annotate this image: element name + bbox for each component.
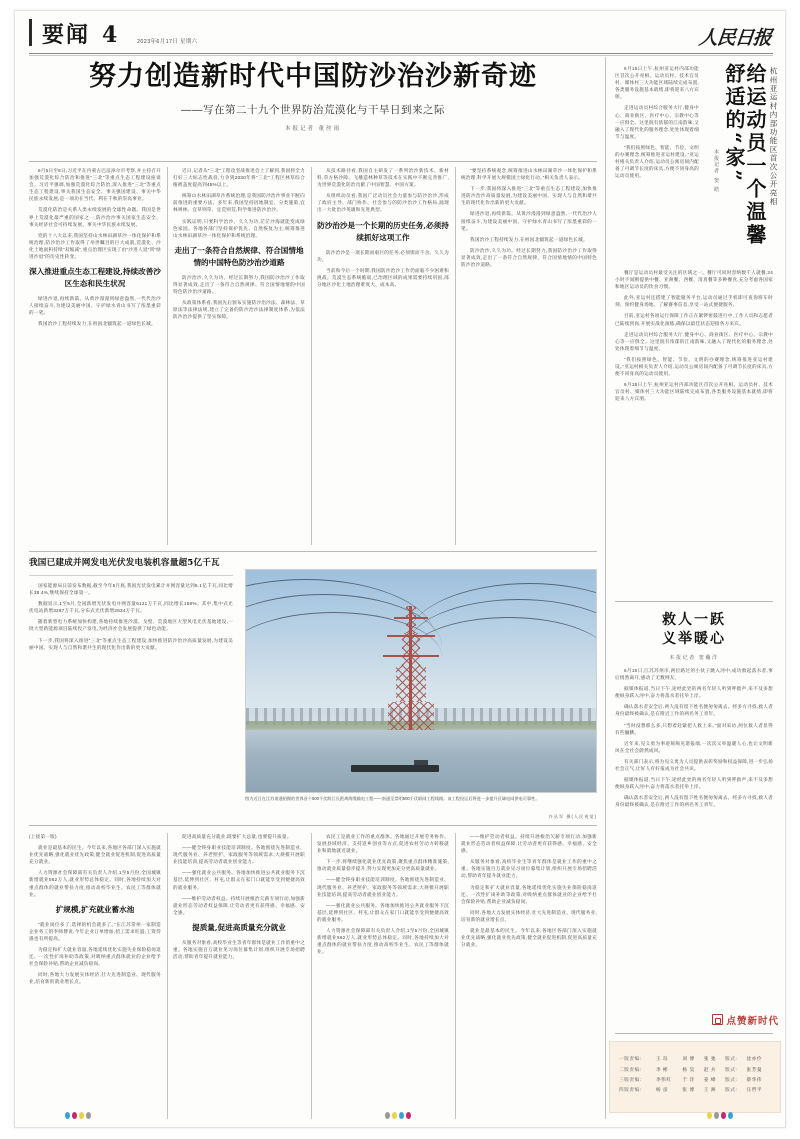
paragraph: 有关部门表示,将为见义勇为人员提供表彰奖励和权益保障,进一步弘扬社会正气,让好人有好报成为社会共识。 <box>615 758 773 772</box>
column-divider <box>455 167 456 545</box>
newspaper-sheet <box>14 10 786 1128</box>
right-top-headline-block <box>713 63 779 263</box>
credit-name: 李 彬 <box>655 1066 669 1072</box>
masthead <box>15 11 786 55</box>
tower-crossarm <box>387 635 435 637</box>
registration-marks-left <box>65 1112 91 1119</box>
reg-dot-yellow <box>392 1112 397 1119</box>
paper-logo: 人民日报 <box>697 27 772 49</box>
reg-dot-gray <box>714 1112 719 1119</box>
paragraph: 走进运动员村综合服务大厅,健身中心、商业街区、医疗中心、宗教中心等一应俱全。这里既有浓郁的江南韵味,又融入了现代化的服务理念,处处体现着细节与温度。 <box>615 331 773 351</box>
reg-dot-gray <box>86 1112 91 1119</box>
reg-dot-magenta <box>72 1112 77 1119</box>
right-story-divider <box>615 601 773 602</box>
paragraph: 目前,亚运村各项运行保障工作正在紧锣密鼓进行中,工作人员和志愿者已陆续到岗,开展实战化演练,确保以最佳状态迎接各方来宾。 <box>615 313 773 326</box>
paragraph: 防沙治沙,久久为功。经过长期努力,我国防沙治沙工作取得显著成效,走出了一条符合自然规律、符合国情地情的中国特色防沙治沙道路。 <box>461 247 597 268</box>
credit-name: 蔡华伟 <box>746 1076 763 1082</box>
paragraph: 我国治沙工程持续发力,在祖国北疆筑起一道绿色长城。 <box>470 236 588 242</box>
table-row <box>618 1085 772 1095</box>
paragraph: 当前和今后一个时期,我国防沙治沙工作仍面临不少困难和挑战。荒漠生态系统脆弱,已治理区域的成果需要持续巩固,部分地区沙化土地治理难度大、成本高。 <box>317 267 449 287</box>
paragraph: 从服务对象看,高校毕业生等青年群体是就业工作的重中之重。各地实施百万就业见习岗位募集计划,组织开展专场招聘活动,帮助青年提升就业能力。 <box>461 859 597 879</box>
paragraph: 走进运动员村综合服务大厅,健身中心、商业街区、医疗中心、宗教中心等一应俱全。这里既有浓郁的江南韵味,又融入了现代化的服务理念,处处体现着细节与温度。 <box>615 105 699 139</box>
paragraph: 餐厅是运动员村最受关注的区域之一。餐厅可同时容纳数千人就餐,24小时不间断提供中餐、亚洲餐、西餐、清真餐等多种餐食,充分考虑各国家和地区运动员的饮食习惯。 <box>615 270 773 290</box>
lead-column-2 <box>173 167 305 324</box>
paragraph: ——维护劳动者权益。持续开展根治欠薪专项行动,加强新就业形态劳动者权益保障,让劳动者更有获得感、幸福感、安全感。 <box>173 895 305 915</box>
paragraph: “就业岗位多了,选择的机会就多了。”在江苏常州一家制造企业务工的李师傅说,今年企业订单增加,招工需求旺盛,工资待遇也有所提高。 <box>29 921 161 941</box>
photo-story-headline: 我国已建成并网发电光伏发电装机容量超5亿千瓦 <box>29 558 220 568</box>
reg-dot-yellow <box>79 1112 84 1119</box>
right-bottom-headline-line1: 救人一跃 <box>662 612 726 628</box>
credit-name: 赵 兵 <box>703 1066 717 1072</box>
reg-dot-magenta <box>406 1112 411 1119</box>
bottom-subheading-1: 扩规模,扩充就业蓄水池 <box>55 904 135 914</box>
lead-subheading-1: 深入推进重点生态工程建设,持续改善沙区生态和民生状况 <box>29 267 161 289</box>
right-top-column-1 <box>615 65 699 183</box>
reg-dot-magenta <box>721 1112 726 1119</box>
reg-dot-cyan <box>399 1112 404 1119</box>
credit-role: 一版责编: <box>619 1056 642 1062</box>
credit-role: 二版责编: <box>619 1066 642 1072</box>
credits-table <box>618 1054 772 1096</box>
right-bottom-story <box>615 611 773 813</box>
registration-marks-right <box>707 1112 733 1119</box>
lead-column-1 <box>29 167 161 332</box>
table-row <box>618 1075 772 1085</box>
paragraph: “我们按照绿色、智能、节俭、文明的办赛理念,统筹推进亚运村建设。”亚运村相关负责人介绍,运动员公寓房间内配备了可调节长度的床具,方便不同身高的运动员使用。 <box>615 144 699 179</box>
credit-name: 沈亦伶 <box>746 1056 763 1062</box>
right-top-shoulder: 杭州亚运村内部功能区首次公开亮相 <box>769 67 778 207</box>
tower-lattice-top <box>406 606 416 633</box>
credits-box <box>609 1041 781 1113</box>
credit-name: 张芳曼 <box>746 1066 763 1072</box>
paragraph: “要坚持系统观念,统筹推进山水林田湖草沙一体化保护和系统治理,科学开展大规模国土绿化行动。”相关负责人表示。 <box>461 168 597 181</box>
paragraph: 人力资源社会保障部有关负责人介绍,1至5月份,全国城镇新增就业562万人,就业形势总体稳定。同时,各地持续加大对重点群体的就业帮扶力度,推动高校毕业生、农民工等群体就业。 <box>317 928 449 955</box>
credit-name: 王 珏 <box>655 1056 669 1062</box>
paragraph: 实践证明,只要科学治沙、久久为功,茫茫沙海就能变成绿色家园。各地各部门坚持保护优先、自然恢复为主,统筹推进山水林田湖草沙一体化保护和系统治理。 <box>173 218 305 238</box>
right-top-byline: 本报记者 窦 皓 <box>713 149 719 193</box>
reg-dot-cyan <box>728 1112 733 1119</box>
paragraph: 下一步,我国将深入推进“三北”等重点生态工程建设,加快推进防沙治沙高质量发展,为建设美丽中国、实现人与自然和谐共生的现代化作出新的更大贡献。 <box>29 637 233 650</box>
lead-story-header <box>29 61 597 132</box>
tower-lattice-base <box>388 702 434 729</box>
masthead-divider <box>29 53 773 54</box>
bottom-subheading-2: 提质量,促进高质量充分就业 <box>192 922 286 932</box>
paragraph: 数据显示,1至5月,全国新增光伏发电并网容量6121万千瓦,同比增长158%。其中,集中式光伏电站新增3287万千瓦,分布式光伏新增2834万千瓦。 <box>29 601 233 614</box>
lead-byline: 本报记者 董丝雨 <box>284 126 342 133</box>
tower-lattice-mid <box>402 633 420 665</box>
paragraph: 此外,亚运村还搭建了智能服务平台,运动员通过手机即可查询班车时刻、预约健身场地、了解赛事信息,享受一站式便捷服务。 <box>615 295 773 308</box>
photo-credit: 许丛军 摄(人民视觉) <box>548 814 597 819</box>
paragraph: ——健全终身职业技能培训制度。各地围绕先进制造业、现代服务业、养老照护、家政服务等领域需求,大规模开展职业技能培训,提高劳动者就业创业能力。 <box>317 877 449 897</box>
paragraph: 为稳定和扩大就业容量,各地延续优化实施失业保险稳岗返还、一次性扩岗补助等政策,对吸纳重点群体就业的企业给予社会保险补贴,帮助企业减负稳岗。 <box>461 884 597 904</box>
paragraph: 统筹山水林田湖草沙系统治理,是我国防沙治沙事业不断向前推进的重要方法。多年来,我国坚持因地制宜、分类施策,宜林则林、宜草则草、宜荒则荒,科学推进防沙治沙。 <box>173 193 305 213</box>
paragraph: 6月15日上午,杭州亚运村内部功能区首次公开亮相。运动员村、技术官员村、媒体村三大功能区域陆续完成布置,各类服务设施基本就绪,即将迎来八方宾朋。 <box>615 382 773 402</box>
paragraph: 6月15日上午,杭州亚运村内部功能区首次公开亮相。运动员村、技术官员村、媒体村三大功能区域陆续完成布置,各类服务设施基本就绪,即将迎来八方宾朋。 <box>615 66 699 100</box>
lead-subheading-3: 防沙治沙是一个长期的历史任务,必须持续抓好这项工作 <box>317 220 449 242</box>
promo-logo-text: 点赞新时代 <box>726 1015 779 1027</box>
credit-role: 四版责编: <box>619 1087 642 1093</box>
lead-subheading-2: 走出了一条符合自然规律、符合国情地情的中国特色防沙治沙道路 <box>174 245 304 267</box>
paragraph: 农民工是就业工作的重点群体。各地通过开展劳务协作、发展县域经济、支持返乡创业等方式,促进农村劳动力转移就业和就地就近就业。 <box>317 834 449 854</box>
credit-name: 张 弛 <box>703 1056 717 1062</box>
paragraph: 下一步,我国将深入推进“三北”等重点生态工程建设,加快推进防沙治沙高质量发展,为建设美丽中国、实现人与自然和谐共生的现代化作出新的更大贡献。 <box>461 186 597 206</box>
issue-date: 2023年6月17日 星期六 <box>137 39 198 45</box>
right-bottom-headline-line2: 义举暖心 <box>662 631 726 647</box>
column-divider <box>455 833 456 1119</box>
paragraph: 确认落水者安全后,两人没有留下姓名便匆匆离去。经多方寻找,救人者身份最终被确认,是在附近工作的两名务工青年。 <box>615 795 773 808</box>
paragraph: ——强化就业公共服务。各地加快推进公共就业服务下沉基层,延伸到社区、村屯,让群众在家门口就能享受到便捷高效的就业服务。 <box>317 902 449 922</box>
paragraph: 国家能源局日前发布数据,截至今年5月底,我国光伏发电累计并网容量达到5.1亿千瓦,同比增长38.4%,继续保持全球第一。 <box>29 583 233 596</box>
paragraph: 从服务对象看,高校毕业生等青年群体是就业工作的重中之重。各地实施百万就业见习岗位募集计划,组织开展专场招聘活动,帮助青年提升就业能力。 <box>173 939 305 960</box>
section-bar-icon <box>29 19 32 46</box>
column-divider <box>167 833 168 1119</box>
paragraph: 促进高质量充分就业,既要扩大总量,也要提升质量。 <box>182 834 292 839</box>
masthead-divider-secondary <box>29 55 773 56</box>
bottom-column-4 <box>461 833 597 952</box>
photo-barge <box>351 765 439 772</box>
photo-caption: 图为近日在江苏南通拍摄的世界首个500千伏跨江长距离海缆输电工程——南通至崇明500千伏联网工程线路。该工程投运后将进一步提升区域电网供电可靠性。 <box>245 796 540 801</box>
bottom-column-3 <box>317 833 449 959</box>
bottom-column-2 <box>173 833 305 964</box>
paragraph: 防沙治沙,久久为功。经过长期努力,我国防沙治沙工作取得显著成效,走出了一条符合自然规律、符合国情地情的中国特色防沙治沙道路。 <box>173 274 305 295</box>
column-divider <box>167 167 168 545</box>
section-tag <box>29 19 117 46</box>
right-top-headline: 给运动员一个温馨舒适的“家” <box>722 63 767 247</box>
column-divider <box>311 167 312 545</box>
credit-name: 于 洋 <box>682 1076 695 1082</box>
paragraph: 同时,各地大力发展实体经济,壮大先进制造业、现代服务业,培育新的就业增长点。 <box>29 972 161 985</box>
right-top-column-2 <box>615 269 773 407</box>
paragraph: ——健全终身职业技能培训制度。各地围绕先进制造业、现代服务业、养老照护、家政服务等领域需求,大规模开展职业技能培训,提高劳动者就业创业能力。 <box>173 845 305 865</box>
credit-name: 张 博 <box>682 1087 695 1093</box>
credit-name: 杨 昊 <box>682 1066 695 1072</box>
bottom-package-divider <box>29 825 597 826</box>
credit-name: 王 洲 <box>703 1087 717 1093</box>
paragraph: ——维护劳动者权益。持续开展根治欠薪专项行动,加强新就业形态劳动者权益保障,让劳动者更有获得感、幸福感、安全感。 <box>461 834 597 854</box>
lead-column-3 <box>317 167 449 292</box>
paragraph: 近日,记者从“三北”工程攻坚战推进会上了解到,我国将全力打好三大标志性战役,力争到2030年将“三北”工程区林草综合植被盖度提高到45%以上。 <box>173 168 305 188</box>
paragraph: 防沙治沙是一项长期而艰巨的任务,必须锲而不舍、久久为功。 <box>317 249 449 262</box>
power-line-photo <box>245 569 597 793</box>
paragraph: 下一步,将继续强化就业优先政策,聚焦重点群体精准施策,推动就业质量稳步提升,努力实现更加充分更高质量就业。 <box>317 859 449 872</box>
lead-headline: 努力创造新时代中国防沙治沙新奇迹 <box>89 61 537 92</box>
credit-name: 姜 峰 <box>703 1076 717 1082</box>
tower-crossarm <box>383 655 439 657</box>
reg-dot-gray <box>385 1112 390 1119</box>
section-label: 要闻 <box>42 22 91 48</box>
paragraph: ——强化就业公共服务。各地加快推进公共就业服务下沉基层,延伸到社区、村屯,让群众在家门口就能享受到便捷高效的就业服务。 <box>173 870 305 890</box>
promo-logo-bar[interactable] <box>615 1012 779 1030</box>
right-bottom-byline: 本报记者 窦瀚洋 <box>669 655 719 661</box>
paragraph: 从政策体系看,我国先后颁布实施防沙治沙法、森林法、草原法等法律法规,建立了完备的防沙治沙法律制度体系,为依法防沙治沙提供了坚实保障。 <box>173 300 305 320</box>
paragraph: 为稳定和扩大就业容量,各地延续优化实施失业保险稳岗返还、一次性扩岗补助等政策,对吸纳重点群体就业的企业给予社会保险补贴,帮助企业减负稳岗。 <box>29 947 161 967</box>
tower-crossarm <box>394 617 428 619</box>
paragraph: 从技术路径看,我国自主研发了一系列治沙新技术、新材料,草方格沙障、飞播造林种草等技术在实践中不断完善推广,为世界荒漠化防治贡献了中国智慧、中国方案。 <box>317 168 449 188</box>
page-body <box>15 57 786 1128</box>
reg-dot-cyan <box>65 1112 70 1119</box>
credit-role: 版式: <box>725 1087 738 1093</box>
paragraph: 近年来,见义勇为事迹频频见诸报端,一次次义举温暖人心,也让文明新风在全社会蔚然成风。 <box>615 740 773 753</box>
paragraph: 绿进沙退,再续新篇。从黄沙漫漫到绿意盎然,一代代治沙人接续奋斗,为建设美丽中国、守护绿水青山书写了浓墨重彩的一笔。 <box>461 211 597 231</box>
page-number: 4 <box>102 22 118 48</box>
photo-story <box>29 557 597 819</box>
paragraph: 荒漠化防治是关系人类永续发展的全球性命题。我国是世界上荒漠化最严重的国家之一,防沙治沙事关国家生态安全、事关经济社会可持续发展、事关中华民族永续发展。 <box>29 207 161 227</box>
credit-role: 版式: <box>725 1076 738 1082</box>
table-row <box>618 1064 772 1074</box>
paragraph: 党的十八大以来,我国坚持山水林田湖草沙一体化保护和系统治理,防沙治沙工作取得了举世瞩目的巨大成就,荒漠化、沙化土地面积持续“双缩减”,重点治理区实现了由“沙进人退”到“绿进沙退”的历史性转变。 <box>29 232 161 260</box>
lead-subhead: ——写在第二十九个世界防治荒漠化与干旱日到来之际 <box>181 104 445 117</box>
promo-logo[interactable] <box>712 1013 779 1027</box>
credit-role: 三版责编: <box>619 1076 642 1082</box>
paragraph: 就业是最基本的民生。今年以来,各地区各部门深入实施就业优先战略,强化就业优先政策,健全就业促进机制,促进高质量充分就业。 <box>29 845 161 865</box>
reg-dot-yellow <box>707 1112 712 1119</box>
credit-name: 杨 彦 <box>655 1087 669 1093</box>
transmission-tower <box>380 606 442 730</box>
paragraph: 6月15日,江苏苏州市,两位路过的小伙子跳入河中,成功救起落水者,事后悄然离开,感动了无数网友。 <box>615 668 773 681</box>
column-divider-main <box>605 57 606 1119</box>
credit-name: 刘 博 <box>682 1056 695 1062</box>
credit-role: 版式: <box>725 1056 738 1062</box>
paragraph: 我国治沙工程持续发力,在祖国北疆筑起一道绿色长城。 <box>38 321 156 327</box>
lead-column-4 <box>461 167 597 272</box>
lead-rule <box>29 161 597 162</box>
registration-marks-center <box>385 1112 411 1119</box>
paragraph: 随着新型电力系统加快构建,各地持续推进沙漠、戈壁、荒漠地区大型风电光伏基地建设,一批大型新能源项目陆续投产发电,为经济社会发展提供了绿色动能。 <box>29 619 233 632</box>
column-divider <box>311 833 312 1119</box>
paragraph: “我们按照绿色、智能、节俭、文明的办赛理念,统筹推进亚运村建设。”亚运村相关负责人介绍,运动员公寓房间内配备了可调节长度的床具,方便不同身高的运动员使用。 <box>615 356 773 377</box>
paragraph: 人力资源社会保障部有关负责人介绍,1至5月份,全国城镇新增就业562万人,就业形势总体稳定。同时,各地持续加大对重点群体的就业帮扶力度,推动高校毕业生、农民工等群体就业。 <box>29 870 161 897</box>
promo-divider <box>615 1033 773 1034</box>
bottom-column-1 <box>29 833 161 990</box>
credit-role: 版式: <box>725 1066 738 1072</box>
credit-name: 李伟红 <box>655 1076 672 1082</box>
paragraph: 确认落水者安全后,两人没有留下姓名便匆匆离去。经多方寻找,救人者身份最终被确认,是在附近工作的两名务工青年。 <box>615 704 773 717</box>
paragraph: 就业是最基本的民生。今年以来,各地区各部门深入实施就业优先战略,强化就业优先政策,健全就业促进机制,促进高质量充分就业。 <box>461 928 597 948</box>
paragraph: 据媒体报道,当日下午,途经此处的两名年轻人听到呼救声,来不及多想便纵身跃入河中,奋力将落水者托举上岸。 <box>615 777 773 790</box>
paragraph: 6月5日至6日,习近平在内蒙古巴彦淖尔市考察,并主持召开加强荒漠化综合防治和推进“三北”等重点生态工程建设座谈会。习近平强调,加强荒漠化综合防治,深入推进“三北”等重点生态工程建设,事关我国生态安全、事关强国建设、事关中华民族永续发展,是一项功在当代、利在千秋的崇高事业。 <box>29 168 161 202</box>
paragraph: 绿进沙退,再续新篇。从黄沙漫漫到绿意盎然,一代代治沙人接续奋斗,为建设美丽中国、守护绿水青山书写了浓墨重彩的一笔。 <box>29 296 161 316</box>
paragraph: “当时没想那么多,只想着赶紧把人救上来。”面对采访,两位救人者显得有些腼腆。 <box>615 722 773 735</box>
thumbs-up-icon <box>712 1014 723 1025</box>
paragraph: 从组织动员看,我国广泛动员社会力量参与防沙治沙,形成了政府主导、部门协作、社会参与的防沙治沙工作格局,涌现出一大批治沙英雄和先进典型。 <box>317 193 449 213</box>
photo-head-rule <box>29 575 233 576</box>
paragraph: 同时,各地大力发展实体经济,壮大先进制造业、现代服务业,培育新的就业增长点。 <box>461 909 597 922</box>
continued-label: (上接第一版) <box>29 834 57 839</box>
package-divider <box>29 551 597 552</box>
tower-lattice-lower <box>396 665 426 702</box>
table-row <box>618 1054 772 1064</box>
paragraph: 据媒体报道,当日下午,途经此处的两名年轻人听到呼救声,来不及多想便纵身跃入河中,奋力将落水者托举上岸。 <box>615 686 773 699</box>
credit-name: 汪哲平 <box>746 1087 763 1093</box>
